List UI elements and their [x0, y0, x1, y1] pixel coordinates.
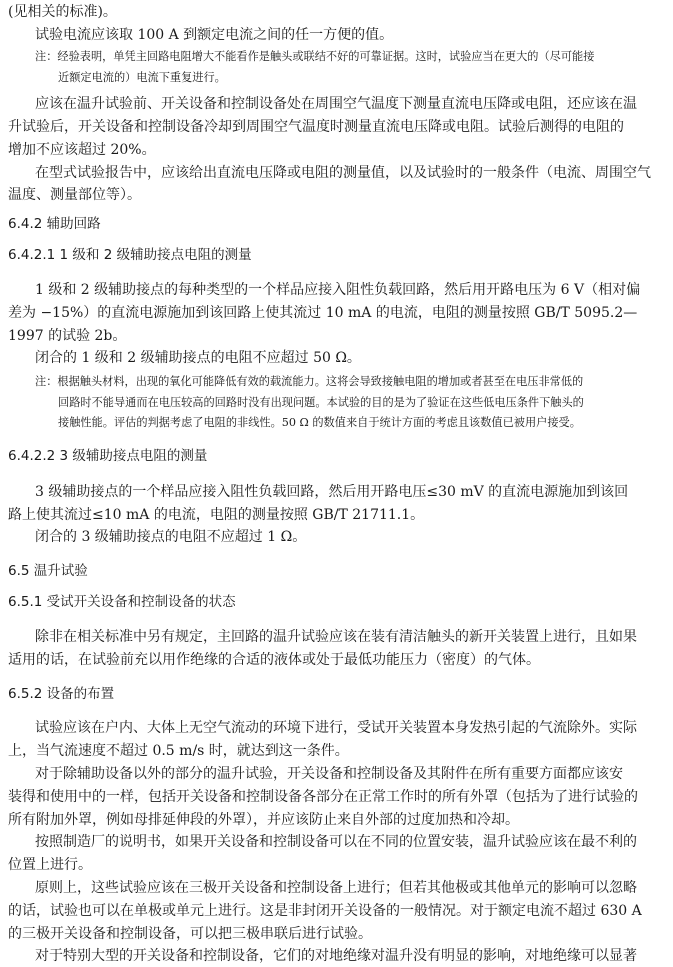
text-line: (见相关的标准)。: [8, 4, 117, 20]
text-line: 应该在温升试验前、开关设备和控制设备处在周围空气温度下测量直流电压降或电阻，还应该在温: [35, 96, 637, 112]
text-line: 位置上进行。: [8, 857, 92, 873]
text-line: 试验电流应该取 100 A 到额定电流之间的任一方便的值。: [35, 27, 394, 43]
note-line: 注：根据触头材料，出现的氧化可能降低有效的载流能力。这将会导致接触电阻的增加或者甚至在电压非常低的: [35, 375, 584, 388]
text-line: 闭合的 1 级和 2 级辅助接点的电阻不应超过 50 Ω。: [35, 350, 361, 366]
text-line: 闭合的 3 级辅助接点的电阻不应超过 1 Ω。: [35, 529, 307, 545]
text-line: 除非在相关标准中另有规定，主回路的温升试验应该在装有清洁触头的新开关装置上进行，且如果: [35, 629, 637, 645]
section-heading: 6.5 温升试验: [8, 563, 88, 579]
text-line: 所有附加外罩，例如母排延伸段的外罩），并应该防止来自外部的过度加热和冷却。: [8, 812, 519, 828]
text-line: 对于除辅助设备以外的部分的温升试验，开关设备和控制设备及其附件在所有重要方面都应该安: [35, 766, 623, 782]
text-line: 差为 −15%）的直流电源施加到该回路上使其流过 10 mA 的电流，电阻的测量按照 GB/T 5095.2—: [8, 305, 638, 321]
note-line: 近额定电流的）电流下重复进行。: [58, 71, 226, 84]
text-line: 增加不应该超过 20%。: [8, 142, 156, 158]
text-line: 升试验后，开关设备和控制设备冷却到周围空气温度时测量直流电压降或电阻。试验后测得的电阻的: [8, 119, 624, 135]
text-line: 3 级辅助接点的一个样品应接入阻性负载回路，然后用开路电压≤30 mV 的直流电源施加到该回: [35, 484, 629, 500]
section-heading: 6.4.2.2 3 级辅助接点电阻的测量: [8, 448, 208, 464]
section-heading: 6.5.1 受试开关设备和控制设备的状态: [8, 594, 236, 610]
section-heading: 6.4.2 辅助回路: [8, 216, 101, 232]
note-line: 回路时不能导通而在电压较高的回路时没有出现问题。本试验的目的是为了验证在这些低电压条件下触头的: [58, 396, 584, 409]
text-line: 试验应该在户内、大体上无空气流动的环境下进行，受试开关装置本身发热引起的气流除外。实际: [35, 720, 637, 736]
note-line: 注：经验表明，单凭主回路电阻增大不能看作是触头或联结不好的可靠证据。这时，试验应当在更大的（尽可能接: [35, 50, 595, 63]
text-line: 1 级和 2 级辅助接点的每种类型的一个样品应接入阻性负载回路，然后用开路电压为 6 V（相对偏: [35, 282, 641, 298]
text-line: 对于特别大型的开关设备和控制设备，它们的对地绝缘对温升没有明显的影响，对地绝缘可以显著: [35, 948, 637, 964]
text-line: 原则上，这些试验应该在三极开关设备和控制设备上进行；但若其他极或其他单元的影响可以忽略: [35, 880, 637, 896]
text-line: 在型式试验报告中，应该给出直流电压降或电阻的测量值，以及试验时的一般条件（电流、周围空气: [35, 165, 651, 181]
text-line: 温度、测量部位等）。: [8, 187, 141, 203]
note-line: 接触性能。评估的判据考虑了电阻的非线性。50 Ω 的数值来自于统计方面的考虑且该数值已被用户接受。: [58, 416, 581, 429]
text-line: 装得和使用中的一样，包括开关设备和控制设备各部分在正常工作时的所有外罩（包括为了进行试验的: [8, 789, 638, 805]
text-line: 1997 的试验 2b。: [8, 328, 127, 344]
section-heading: 6.5.2 设备的布置: [8, 686, 115, 702]
text-line: 按照制造厂的说明书，如果开关设备和控制设备可以在不同的位置安装，温升试验应该在最不利的: [35, 834, 637, 850]
text-line: 路上使其流过≤10 mA 的电流，电阻的测量按照 GB/T 21711.1。: [8, 507, 425, 523]
text-line: 适用的话，在试验前充以用作绝缘的合适的液体或处于最低功能压力（密度）的气体。: [8, 652, 540, 668]
text-line: 上，当气流速度不超过 0.5 m/s 时，就达到这一条件。: [8, 743, 349, 759]
text-line: 的三极开关设备和控制设备，可以把三极串联后进行试验。: [8, 926, 372, 942]
section-heading: 6.4.2.1 1 级和 2 级辅助接点电阻的测量: [8, 247, 252, 263]
text-line: 的话，试验也可以在单极或单元上进行。这是非封闭开关设备的一般情况。对于额定电流不超过 630 A: [8, 903, 642, 919]
